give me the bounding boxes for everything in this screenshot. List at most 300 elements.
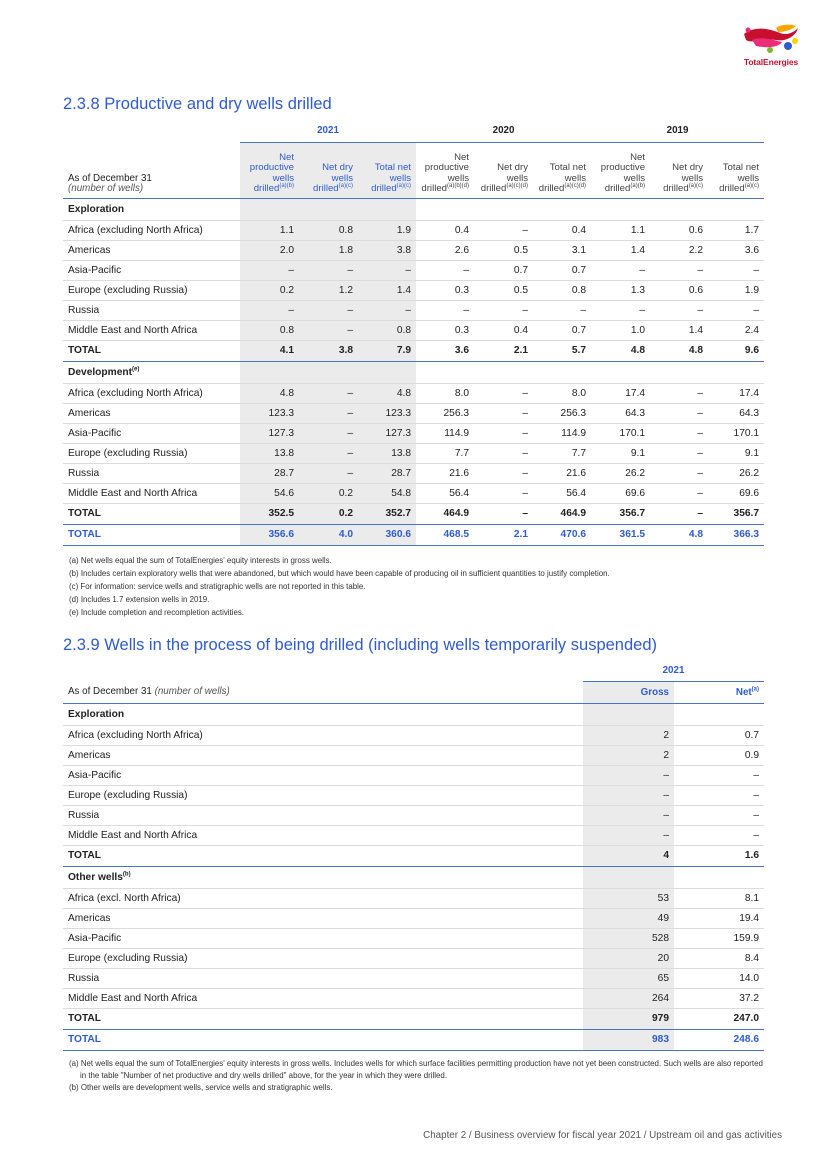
column-header-row [63, 681, 764, 703]
row-label: Europe (excluding Russia) [63, 280, 240, 300]
value-cell: 470.6 [533, 524, 591, 545]
gross-cell: – [583, 825, 674, 845]
empty-cell [533, 361, 591, 383]
row-label: Africa (excluding North Africa) [63, 725, 583, 745]
value-cell: 3.8 [358, 240, 416, 260]
table-row [63, 260, 764, 280]
value-cell: 170.1 [708, 423, 764, 443]
value-cell: 3.8 [299, 340, 358, 361]
value-cell: – [650, 423, 708, 443]
value-cell: 17.4 [708, 383, 764, 403]
year-header-row [63, 120, 764, 142]
value-cell: 3.6 [416, 340, 474, 361]
empty-cell [240, 361, 299, 383]
column-header-text: Net dry wells drilled [480, 162, 529, 194]
value-cell: 4.8 [240, 383, 299, 403]
section-label [63, 198, 240, 220]
total-row [63, 503, 764, 524]
column-header-sup: (a) [751, 686, 760, 693]
column-header-text: Total net wells drilled [538, 162, 587, 194]
value-cell: – [474, 423, 533, 443]
row-label: Americas [63, 908, 583, 928]
section-label-text: Development [68, 366, 132, 378]
grand-total-row [63, 524, 764, 545]
value-cell: – [299, 260, 358, 280]
table-row [63, 928, 764, 948]
grand-total-row [63, 1029, 764, 1050]
empty-cell [650, 361, 708, 383]
net-cell: 14.0 [674, 968, 764, 988]
row-label: TOTAL [63, 503, 240, 524]
column-header-text: Net dry wells drilled [313, 162, 353, 194]
column-header [591, 142, 650, 198]
empty-cell [533, 198, 591, 220]
value-cell: 1.4 [358, 280, 416, 300]
value-cell: 468.5 [416, 524, 474, 545]
value-cell: – [533, 300, 591, 320]
value-cell: – [299, 443, 358, 463]
net-cell: 247.0 [674, 1008, 764, 1029]
value-cell: – [240, 300, 299, 320]
column-header-net [674, 681, 764, 703]
value-cell: 127.3 [358, 423, 416, 443]
column-header-text: Net dry wells drilled [663, 162, 704, 194]
value-cell: 360.6 [358, 524, 416, 545]
row-label: Americas [63, 745, 583, 765]
value-cell: – [650, 463, 708, 483]
table-row [63, 423, 764, 443]
row-label: Russia [63, 300, 240, 320]
empty-cell [583, 866, 674, 888]
footnote: (a) Net wells equal the sum of TotalEnergies' equity interests in gross wells. Includes wells for which surface facilities permitting production have not yet been constructed. Such wells are also reported in the table "Number of net productive and dry wells drilled" above, for the year in which they were drilled. [69, 1059, 763, 1080]
value-cell: 356.7 [708, 503, 764, 524]
value-cell: – [474, 503, 533, 524]
empty-cell [583, 703, 674, 725]
value-cell: 56.4 [533, 483, 591, 503]
table-row [63, 908, 764, 928]
net-cell: 37.2 [674, 988, 764, 1008]
value-cell: 170.1 [591, 423, 650, 443]
value-cell: 114.9 [416, 423, 474, 443]
value-cell: – [650, 483, 708, 503]
value-cell: 0.6 [650, 280, 708, 300]
net-cell: – [674, 825, 764, 845]
value-cell: 0.8 [240, 320, 299, 340]
value-cell: 7.7 [416, 443, 474, 463]
section-label-text: Other wells [68, 871, 123, 883]
column-header [416, 142, 474, 198]
net-cell: – [674, 765, 764, 785]
row-label: Americas [63, 403, 240, 423]
value-cell: – [650, 443, 708, 463]
row-header-label [63, 681, 583, 703]
value-cell: 0.7 [474, 260, 533, 280]
net-cell: 19.4 [674, 908, 764, 928]
value-cell: 366.3 [708, 524, 764, 545]
total-row [63, 1008, 764, 1029]
value-cell: 464.9 [416, 503, 474, 524]
row-label: Asia-Pacific [63, 260, 240, 280]
table-row [63, 948, 764, 968]
value-cell: – [474, 300, 533, 320]
gross-cell: 49 [583, 908, 674, 928]
value-cell: 0.3 [416, 320, 474, 340]
value-cell: – [650, 300, 708, 320]
section-header-row [63, 198, 764, 220]
value-cell: 1.9 [708, 280, 764, 300]
gross-cell: 528 [583, 928, 674, 948]
table-row [63, 725, 764, 745]
empty-cell [591, 361, 650, 383]
totalenergies-logo [738, 24, 804, 68]
table-row [63, 888, 764, 908]
empty-cell [358, 198, 416, 220]
value-cell: 1.2 [299, 280, 358, 300]
value-cell: 4.0 [299, 524, 358, 545]
value-cell: – [591, 260, 650, 280]
value-cell: 256.3 [533, 403, 591, 423]
column-header-sup: (a)(c) [338, 182, 353, 189]
value-cell: 8.0 [416, 383, 474, 403]
value-cell: – [650, 503, 708, 524]
value-cell: – [650, 403, 708, 423]
value-cell: – [299, 403, 358, 423]
section-label [63, 866, 583, 888]
gross-cell: 2 [583, 725, 674, 745]
table-row [63, 280, 764, 300]
logo-text: TotalEnergies [743, 57, 799, 67]
row-label: Asia-Pacific [63, 423, 240, 443]
table-row [63, 403, 764, 423]
empty-cell [591, 198, 650, 220]
value-cell: 28.7 [358, 463, 416, 483]
footnote: (e) Include completion and recompletion activities. [69, 608, 244, 617]
row-label: TOTAL [63, 1029, 583, 1050]
table-row [63, 805, 764, 825]
header-unit: (number of wells) [154, 686, 230, 698]
table-row [63, 745, 764, 765]
column-header-gross: Gross [583, 681, 674, 703]
value-cell: 2.0 [240, 240, 299, 260]
column-header-text: Net productive wells drilled [421, 151, 470, 194]
value-cell: 28.7 [240, 463, 299, 483]
column-header [650, 142, 708, 198]
wells-in-process-table [63, 661, 764, 1051]
value-cell: – [474, 403, 533, 423]
column-header [240, 142, 299, 198]
table-row [63, 825, 764, 845]
column-header [299, 142, 358, 198]
section-title-productive-dry-wells: 2.3.8 Productive and dry wells drilled [63, 95, 332, 113]
value-cell: 0.2 [299, 503, 358, 524]
value-cell: 13.8 [358, 443, 416, 463]
value-cell: 1.1 [240, 220, 299, 240]
value-cell: – [474, 443, 533, 463]
gross-cell: 20 [583, 948, 674, 968]
column-header-sup: (a)(c) [744, 182, 760, 189]
section-label-text: Exploration [68, 708, 125, 720]
net-cell: 159.9 [674, 928, 764, 948]
header-unit: (number of wells) [68, 183, 144, 194]
value-cell: 1.0 [591, 320, 650, 340]
value-cell: 352.7 [358, 503, 416, 524]
empty-cell [474, 198, 533, 220]
value-cell: 69.6 [591, 483, 650, 503]
year-header: 2020 [416, 120, 591, 142]
table-row [63, 785, 764, 805]
empty-cell [416, 361, 474, 383]
column-header-text: Total net wells drilled [719, 162, 760, 194]
value-cell: 64.3 [591, 403, 650, 423]
column-header [474, 142, 533, 198]
value-cell: 1.8 [299, 240, 358, 260]
header-label: As of December 31 [68, 686, 152, 698]
table-row [63, 483, 764, 503]
empty-cell [299, 198, 358, 220]
value-cell: 0.6 [650, 220, 708, 240]
value-cell: 2.2 [650, 240, 708, 260]
value-cell: 8.0 [533, 383, 591, 403]
table-row [63, 443, 764, 463]
value-cell: 54.6 [240, 483, 299, 503]
value-cell: 0.7 [533, 320, 591, 340]
row-label: Middle East and North Africa [63, 320, 240, 340]
value-cell: 0.4 [474, 320, 533, 340]
empty-cell [240, 198, 299, 220]
value-cell: – [299, 300, 358, 320]
column-header [708, 142, 764, 198]
value-cell: 21.6 [416, 463, 474, 483]
value-cell: 5.7 [533, 340, 591, 361]
value-cell: 123.3 [358, 403, 416, 423]
row-label: Africa (excluding North Africa) [63, 383, 240, 403]
row-label: Middle East and North Africa [63, 825, 583, 845]
value-cell: 17.4 [591, 383, 650, 403]
row-label: Russia [63, 463, 240, 483]
value-cell: 361.5 [591, 524, 650, 545]
value-cell: 4.8 [358, 383, 416, 403]
value-cell: 0.4 [416, 220, 474, 240]
value-cell: – [299, 383, 358, 403]
section-label-sup: (e) [131, 366, 140, 373]
value-cell: – [358, 300, 416, 320]
value-cell: 4.8 [591, 340, 650, 361]
value-cell: – [240, 260, 299, 280]
year-header-row [63, 661, 764, 681]
table-row [63, 968, 764, 988]
value-cell: 4.1 [240, 340, 299, 361]
value-cell: 0.8 [358, 320, 416, 340]
value-cell: 4.8 [650, 340, 708, 361]
table-row [63, 240, 764, 260]
value-cell: 256.3 [416, 403, 474, 423]
net-cell: 0.9 [674, 745, 764, 765]
gross-cell: – [583, 765, 674, 785]
net-cell: – [674, 805, 764, 825]
empty-cell [674, 866, 764, 888]
value-cell: 1.7 [708, 220, 764, 240]
value-cell: – [299, 423, 358, 443]
value-cell: 7.7 [533, 443, 591, 463]
value-cell: – [416, 300, 474, 320]
empty-cell [708, 361, 764, 383]
value-cell: 1.3 [591, 280, 650, 300]
value-cell: 2.4 [708, 320, 764, 340]
year-header: 2021 [583, 661, 764, 681]
gross-cell: 983 [583, 1029, 674, 1050]
value-cell: – [708, 260, 764, 280]
value-cell: 9.1 [591, 443, 650, 463]
footnote: (b) Other wells are development wells, service wells and stratigraphic wells. [69, 1083, 333, 1092]
value-cell: 9.6 [708, 340, 764, 361]
section-header-row [63, 361, 764, 383]
value-cell: – [299, 320, 358, 340]
row-label: Asia-Pacific [63, 928, 583, 948]
total-row [63, 340, 764, 361]
empty-cell [650, 198, 708, 220]
value-cell: 54.8 [358, 483, 416, 503]
column-header-text: Total net wells drilled [371, 162, 412, 194]
empty-cell [674, 703, 764, 725]
value-cell: 1.4 [650, 320, 708, 340]
value-cell: 26.2 [591, 463, 650, 483]
column-header-sup: (a)(c)(d) [564, 182, 587, 189]
row-label: Africa (excl. North Africa) [63, 888, 583, 908]
section-label-sup: (b) [122, 871, 131, 878]
value-cell: 0.4 [533, 220, 591, 240]
net-cell: 8.4 [674, 948, 764, 968]
row-header-label [63, 142, 240, 198]
value-cell: – [708, 300, 764, 320]
value-cell: 356.7 [591, 503, 650, 524]
value-cell: 2.6 [416, 240, 474, 260]
value-cell: 356.6 [240, 524, 299, 545]
column-header-sup: (a)(b) [630, 182, 646, 189]
section-label [63, 361, 240, 383]
value-cell: – [474, 383, 533, 403]
value-cell: 0.2 [240, 280, 299, 300]
row-label: Europe (excluding Russia) [63, 948, 583, 968]
row-label: Europe (excluding Russia) [63, 785, 583, 805]
table-row [63, 765, 764, 785]
gross-cell: 65 [583, 968, 674, 988]
year-header: 2021 [240, 120, 416, 142]
value-cell: 464.9 [533, 503, 591, 524]
value-cell: 13.8 [240, 443, 299, 463]
value-cell: – [474, 220, 533, 240]
footnote: (a) Net wells equal the sum of TotalEnergies' equity interests in gross wells. [69, 556, 332, 565]
value-cell: – [474, 483, 533, 503]
value-cell: 0.7 [533, 260, 591, 280]
gross-cell: – [583, 785, 674, 805]
empty-cell [474, 361, 533, 383]
row-label: Russia [63, 968, 583, 988]
section-label [63, 703, 583, 725]
value-cell: 0.5 [474, 240, 533, 260]
column-header-text: Net [735, 686, 752, 698]
net-cell: 0.7 [674, 725, 764, 745]
row-label: TOTAL [63, 340, 240, 361]
column-header-sup: (a)(c) [396, 182, 412, 189]
empty-cell [708, 198, 764, 220]
section-label-text: Exploration [68, 203, 125, 215]
gross-cell: 979 [583, 1008, 674, 1029]
value-cell: – [650, 260, 708, 280]
gross-cell: 53 [583, 888, 674, 908]
net-cell: 1.6 [674, 845, 764, 866]
gross-cell: 4 [583, 845, 674, 866]
value-cell: – [591, 300, 650, 320]
value-cell: – [650, 383, 708, 403]
value-cell: – [474, 463, 533, 483]
value-cell: 114.9 [533, 423, 591, 443]
value-cell: 26.2 [708, 463, 764, 483]
column-header [533, 142, 591, 198]
footnote: (b) Includes certain exploratory wells that were abandoned, but which would have been capable of producing oil in sufficient quantities to justify completion. [69, 569, 610, 578]
table-row [63, 220, 764, 240]
net-cell: 248.6 [674, 1029, 764, 1050]
page-footer: Chapter 2 / Business overview for fiscal year 2021 / Upstream oil and gas activities [423, 1130, 782, 1141]
column-header-row [63, 142, 764, 198]
footnotes-section-2 [69, 1058, 764, 1094]
row-label: TOTAL [63, 1008, 583, 1029]
row-label: Middle East and North Africa [63, 483, 240, 503]
empty-cell [416, 198, 474, 220]
gross-cell: 2 [583, 745, 674, 765]
column-header-sup: (a)(b) [279, 182, 294, 189]
value-cell: 1.9 [358, 220, 416, 240]
value-cell: 0.2 [299, 483, 358, 503]
value-cell: 352.5 [240, 503, 299, 524]
productive-dry-wells-table [63, 120, 764, 546]
table-row [63, 383, 764, 403]
column-header-sup: (a)(c)(d) [506, 182, 529, 189]
year-header: 2019 [591, 120, 764, 142]
column-header-sup: (a)(c) [688, 182, 704, 189]
footnote: (d) Includes 1.7 extension wells in 2019. [69, 595, 210, 604]
value-cell: 2.1 [474, 340, 533, 361]
value-cell: 4.8 [650, 524, 708, 545]
row-label: Middle East and North Africa [63, 988, 583, 1008]
section-header-row [63, 703, 764, 725]
empty-cell [358, 361, 416, 383]
value-cell: 69.6 [708, 483, 764, 503]
value-cell: 7.9 [358, 340, 416, 361]
section-header-row [63, 866, 764, 888]
footnote: (c) For information: service wells and stratigraphic wells are not reported in this table. [69, 582, 366, 591]
table-row [63, 320, 764, 340]
value-cell: 0.3 [416, 280, 474, 300]
value-cell: 3.6 [708, 240, 764, 260]
table-row [63, 988, 764, 1008]
table-row [63, 463, 764, 483]
value-cell: 0.5 [474, 280, 533, 300]
footnotes-section-1 [69, 554, 764, 619]
value-cell: 9.1 [708, 443, 764, 463]
row-label: Africa (excluding North Africa) [63, 220, 240, 240]
column-header-text: Net productive wells drilled [600, 151, 646, 194]
row-label: TOTAL [63, 524, 240, 545]
value-cell: 123.3 [240, 403, 299, 423]
value-cell: 127.3 [240, 423, 299, 443]
net-cell: – [674, 785, 764, 805]
header-label: As of December 31 [68, 172, 152, 184]
empty-cell [299, 361, 358, 383]
column-header [358, 142, 416, 198]
value-cell: 1.4 [591, 240, 650, 260]
row-label: Europe (excluding Russia) [63, 443, 240, 463]
row-label: TOTAL [63, 845, 583, 866]
